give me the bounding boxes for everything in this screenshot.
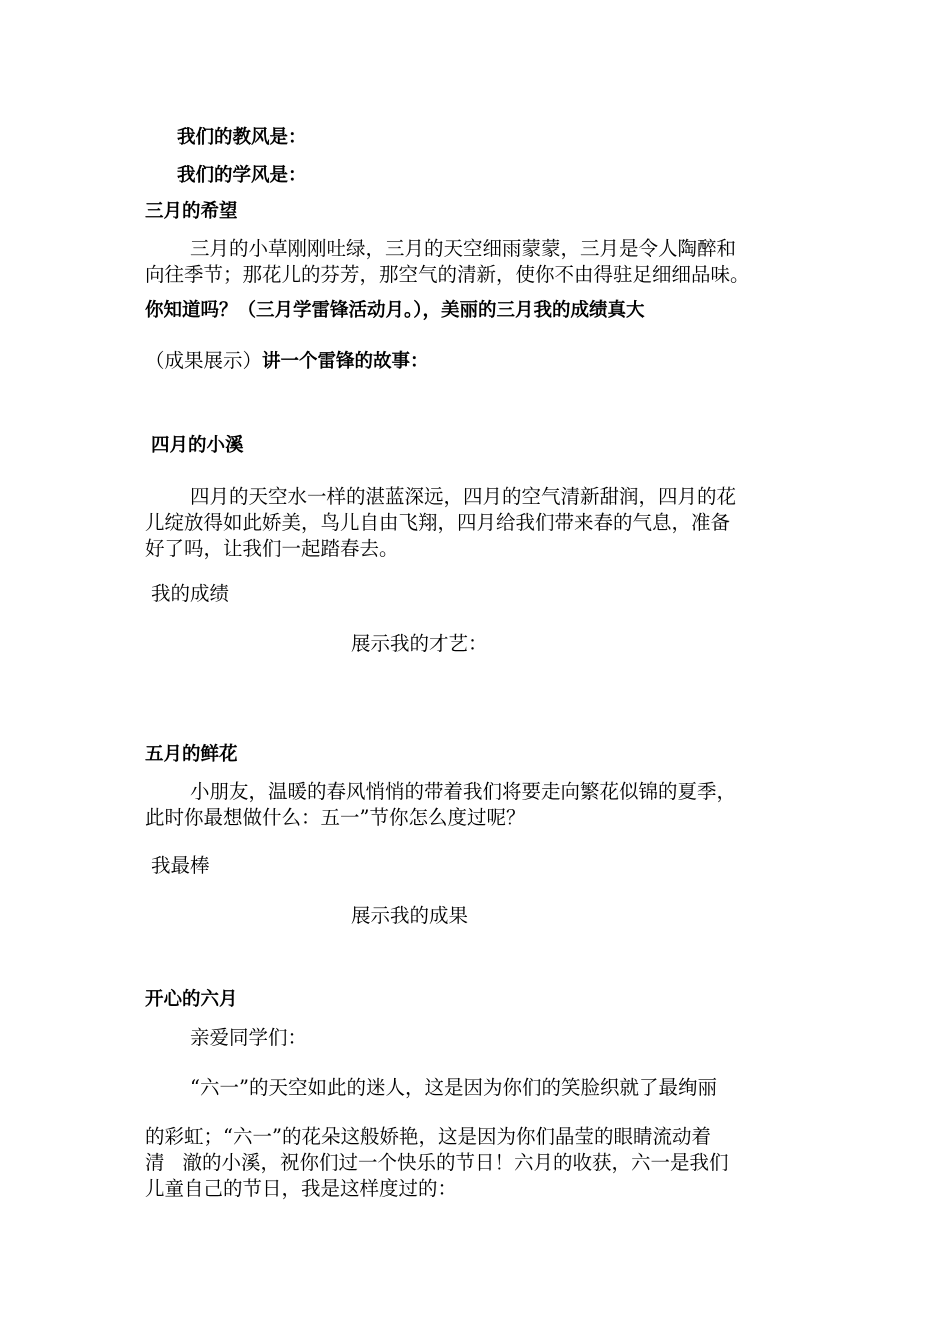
- show-talent-label: 展示我的才艺：: [351, 632, 488, 655]
- march-result-line: [145, 348, 429, 375]
- march-know-line: 你知道吗？（三月学雷锋活动月。），美丽的三月我的成绩真大: [145, 300, 645, 321]
- teaching-style-line: 我们的教风是：: [177, 127, 307, 148]
- june-paragraph-line: 的彩虹；“六一”的花朵这般娇艳，这是因为你们晶莹的眼睛流动着: [145, 1125, 711, 1148]
- march-heading: 三月的希望: [145, 201, 238, 222]
- i-am-best-label: 我最棒: [151, 854, 210, 877]
- march-paragraph-line: 向往季节；那花儿的芬芳，那空气的清新，使你不由得驻足细细品味。: [145, 263, 750, 286]
- my-results-label: 我的成绩: [151, 582, 230, 605]
- march-paragraph-line: 三月的小草刚刚吐绿，三月的天空细雨蒙蒙，三月是令人陶醉和: [190, 237, 737, 260]
- june-paragraph-line: “六一”的天空如此的迷人，这是因为你们的笑脸织就了最绚丽: [190, 1076, 717, 1099]
- june-paragraph-line: [145, 1150, 729, 1176]
- result-prefix: （成果展示）: [145, 349, 263, 372]
- result-title: 讲一个雷锋的故事：: [262, 351, 429, 372]
- april-paragraph-line: 儿绽放得如此娇美，鸟儿自由飞翔，四月给我们带来春的气息，准备: [145, 511, 731, 534]
- april-paragraph-line: 好了吗，让我们一起踏春去。: [145, 537, 399, 560]
- june-greeting: 亲爱同学们：: [190, 1026, 308, 1049]
- learning-style-line: 我们的学风是：: [177, 165, 307, 186]
- april-heading: 四月的小溪: [151, 435, 244, 456]
- may-paragraph-line: 小朋友，温暖的春风悄悄的带着我们将要走向繁花似锦的夏季，: [190, 780, 737, 803]
- april-paragraph-line: 四月的天空水一样的湛蓝深远，四月的空气清新甜润，四月的花: [190, 485, 737, 508]
- june-line3-start: 清: [145, 1151, 165, 1174]
- june-paragraph-line: 儿童自己的节日，我是这样度过的：: [145, 1177, 458, 1200]
- june-heading: 开心的六月: [145, 989, 238, 1010]
- may-paragraph-line: 此时你最想做什么：五一”节你怎么度过呢？: [145, 806, 526, 829]
- may-heading: 五月的鲜花: [145, 744, 238, 765]
- june-line3-rest: 澈的小溪，祝你们过一个快乐的节日！六月的收获，六一是我们: [182, 1151, 729, 1174]
- show-results-label: 展示我的成果: [351, 904, 469, 927]
